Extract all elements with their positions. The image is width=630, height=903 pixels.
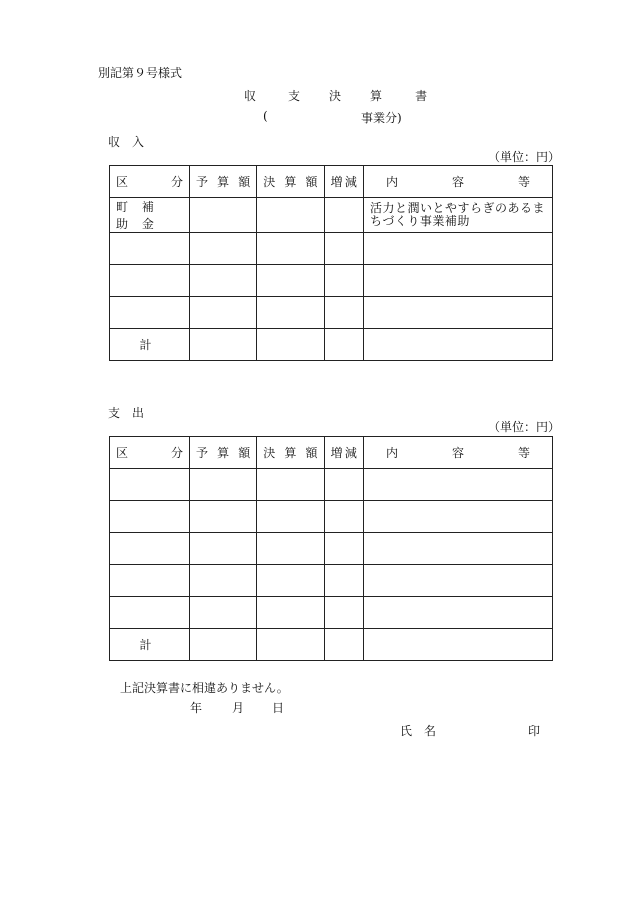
seal-mark: 印: [528, 724, 541, 738]
total-label: 計: [110, 629, 190, 661]
cell-naiyo: [363, 233, 552, 265]
cell-zougen: [324, 297, 363, 329]
cell-zougen: [324, 469, 363, 501]
cell-kubun: [110, 469, 190, 501]
table-row: [110, 533, 553, 565]
cell-yosan: [190, 233, 257, 265]
cell-kessan: [257, 629, 324, 661]
header-zougen: 増 減: [324, 166, 363, 198]
cell-kubun: 町 補 助 金: [110, 198, 190, 233]
cell-naiyo: [363, 329, 552, 361]
cell-kubun: [110, 501, 190, 533]
cell-yosan: [190, 501, 257, 533]
cell-kessan: [257, 501, 324, 533]
cell-yosan: [190, 597, 257, 629]
cell-kessan: [257, 198, 324, 233]
cell-zougen: [324, 233, 363, 265]
cell-zougen: [324, 629, 363, 661]
table-row: [110, 233, 553, 265]
date-year: 年: [190, 701, 203, 715]
cell-kubun: [110, 597, 190, 629]
cell-zougen: [324, 265, 363, 297]
income-header-row: [110, 166, 553, 198]
table-row: [110, 198, 553, 233]
total-row: [110, 329, 553, 361]
cell-naiyo: [363, 533, 552, 565]
header-naiyo: 内 容 等: [363, 166, 552, 198]
header-kessan: 決 算 額: [257, 166, 324, 198]
table-row: [110, 597, 553, 629]
cell-kessan: [257, 565, 324, 597]
cell-zougen: [324, 501, 363, 533]
cell-naiyo: [363, 629, 552, 661]
cell-zougen: [324, 565, 363, 597]
date-month: 月: [232, 701, 245, 715]
cell-naiyo: [363, 265, 552, 297]
cell-naiyo: 活力と潤いとやすらぎのあるまちづくり事業補助: [363, 198, 552, 233]
cell-kubun: [110, 265, 190, 297]
cell-kessan: [257, 533, 324, 565]
header-naiyo: 内 容 等: [363, 437, 552, 469]
header-kessan: 決 算 額: [257, 437, 324, 469]
cell-yosan: [190, 533, 257, 565]
form-id: 別記第９号様式: [98, 66, 183, 80]
cell-yosan: [190, 329, 257, 361]
cell-naiyo: [363, 565, 552, 597]
title-char: 収: [244, 89, 257, 103]
table-row: [110, 469, 553, 501]
cell-naiyo: [363, 501, 552, 533]
cell-kessan: [257, 469, 324, 501]
title-char: 決: [329, 89, 342, 103]
income-label: 収 入: [108, 135, 145, 149]
confirmation-statement: 上記決算書に相違ありません。: [120, 681, 289, 695]
cell-kessan: [257, 329, 324, 361]
table-row: [110, 565, 553, 597]
name-label: 氏 名: [400, 724, 437, 738]
table-row: [110, 265, 553, 297]
header-zougen: 増 減: [324, 437, 363, 469]
cell-naiyo: [363, 297, 552, 329]
cell-yosan: [190, 469, 257, 501]
cell-kessan: [257, 597, 324, 629]
table-row: [110, 501, 553, 533]
date-line: [190, 699, 284, 716]
cell-yosan: [190, 565, 257, 597]
total-row: [110, 629, 553, 661]
expense-header-row: [110, 437, 553, 469]
cell-naiyo: [363, 597, 552, 629]
cell-kubun: [110, 565, 190, 597]
cell-yosan: [190, 629, 257, 661]
header-kubun: 区 分: [110, 166, 190, 198]
cell-kessan: [257, 297, 324, 329]
cell-kessan: [257, 265, 324, 297]
cell-kubun: [110, 297, 190, 329]
cell-yosan: [190, 265, 257, 297]
cell-yosan: [190, 198, 257, 233]
total-label: 計: [110, 329, 190, 361]
title-char: 算: [370, 89, 383, 103]
title-char: 支: [288, 89, 301, 103]
expense-label: 支 出: [108, 406, 145, 420]
expense-table: [109, 436, 553, 661]
header-yosan: 予 算 額: [190, 166, 257, 198]
expense-unit: （単位：円）: [488, 420, 561, 434]
cell-kessan: [257, 233, 324, 265]
cell-kubun: [110, 233, 190, 265]
cell-naiyo: [363, 469, 552, 501]
header-kubun: 区 分: [110, 437, 190, 469]
subtitle-close: 事業分): [361, 111, 402, 125]
cell-zougen: [324, 597, 363, 629]
document-title: [244, 87, 427, 104]
cell-yosan: [190, 297, 257, 329]
cell-zougen: [324, 198, 363, 233]
subtitle-open: (: [263, 109, 268, 123]
header-yosan: 予 算 額: [190, 437, 257, 469]
cell-zougen: [324, 533, 363, 565]
cell-zougen: [324, 329, 363, 361]
income-unit: （単位：円）: [488, 150, 561, 164]
cell-kubun: [110, 533, 190, 565]
title-char: 書: [415, 89, 428, 103]
date-day: 日: [272, 701, 285, 715]
table-row: [110, 297, 553, 329]
income-table: [109, 165, 553, 361]
